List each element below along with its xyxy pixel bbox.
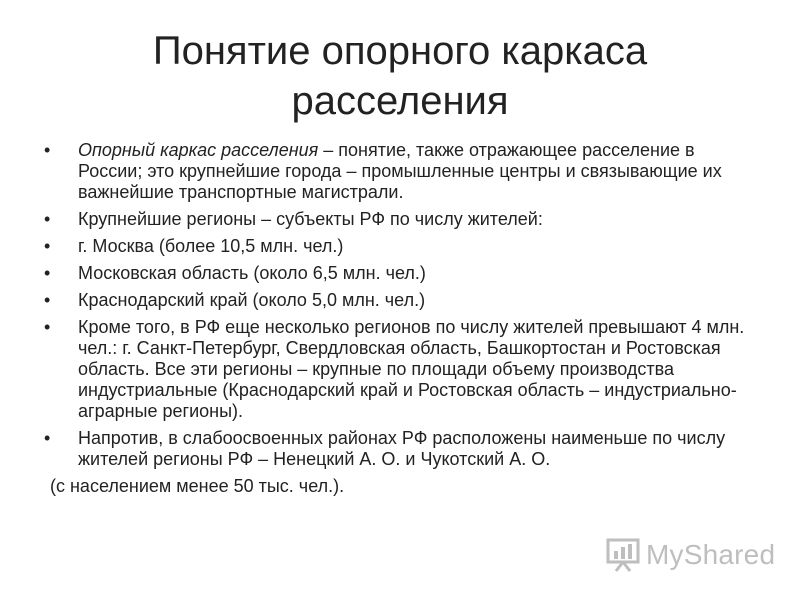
bullet-item-definition — [40, 140, 760, 203]
bullet-item-largest-regions — [40, 209, 760, 230]
bullet-item-other-regions — [40, 317, 760, 422]
trailing-note: (с населением менее 50 тыс. чел.). — [50, 476, 345, 496]
bullet-item-least-populated — [40, 428, 760, 470]
bullet-text: г. Москва (более 10,5 млн. чел.) — [78, 236, 344, 256]
slide-title — [40, 26, 760, 126]
definition-term: Опорный каркас расселения — [78, 140, 319, 160]
bullet-item-moscow — [40, 236, 760, 257]
slide-title-line-2: расселения — [291, 79, 509, 123]
bullet-text: Крупнейшие регионы – субъекты РФ по числу жителей: — [78, 209, 543, 229]
presentation-board-icon — [606, 537, 640, 573]
watermark — [606, 535, 775, 575]
slide-title-line-1: Понятие опорного каркаса — [152, 29, 648, 73]
bullet-marker: • — [44, 140, 51, 160]
bullet-item-krasnodar — [40, 290, 760, 311]
bullet-marker: • — [44, 236, 51, 256]
bullet-text: Краснодарский край (около 5,0 млн. чел.) — [78, 290, 426, 310]
bullet-marker: • — [44, 290, 51, 310]
bullet-item-moscow-oblast — [40, 263, 760, 284]
bullet-text: Кроме того, в РФ еще несколько регионов по числу жителей превышают 4 млн. чел.: г. Санкт-Петербург, Свердловская область, Башкортостан и Ростовская область. Все эти регионы – крупные по площади объему производства индустриальные (Краснодарский край и Ростовская область – индустриально-аграрные регионы). — [78, 317, 745, 421]
bullet-text: Напротив, в слабоосвоенных районах РФ расположены наименьше по числу жителей регионы РФ – Ненецкий А. О. и Чукотский А. О. — [78, 428, 726, 469]
bullet-list — [40, 140, 760, 470]
slide-content — [40, 140, 760, 497]
bullet-marker: • — [44, 263, 51, 283]
watermark-text: MyShared — [646, 539, 776, 570]
bullet-marker: • — [44, 209, 51, 229]
bullet-marker: • — [44, 317, 51, 337]
bullet-text: Московская область (около 6,5 млн. чел.) — [78, 263, 426, 283]
bullet-marker: • — [44, 428, 51, 448]
definition-text: – понятие, также отражающее расселение в России; это крупнейшие города – промышленные центры и связывающие их важнейшие транспортные магистрали. — [78, 140, 722, 202]
